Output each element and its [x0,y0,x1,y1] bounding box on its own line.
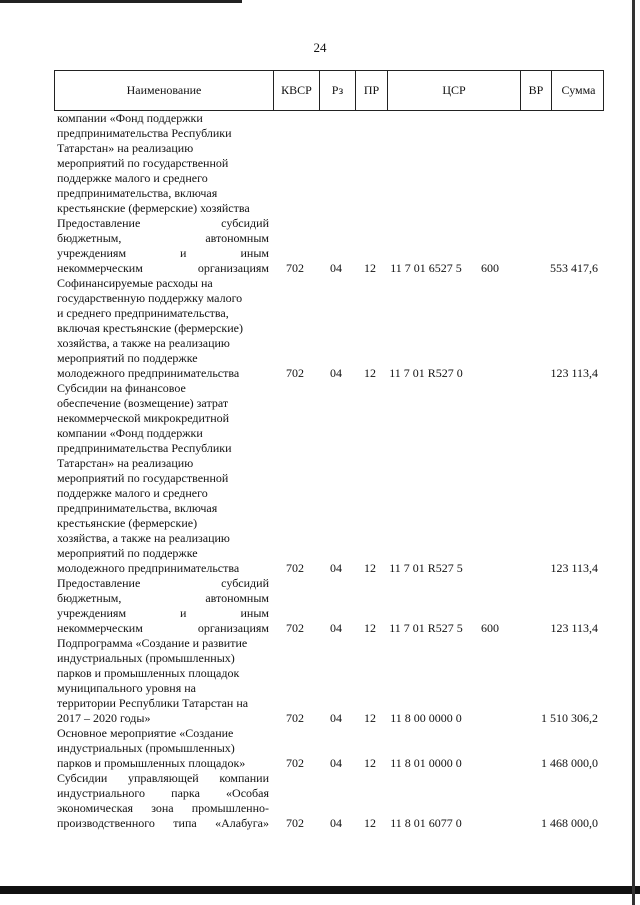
cell-sum: 1 468 000,0 [541,816,598,830]
header-sum: Сумма [561,83,596,97]
cell-sum: 553 417,6 [550,261,598,275]
cell-sum: 1 510 306,2 [541,711,598,725]
cell-kvsr: 702 [286,711,304,725]
cell-csr: 11 7 01 R527 5 [389,621,463,635]
header-pr: ПР [363,83,380,97]
row-values [54,366,604,381]
header-rz: Рз [331,83,344,97]
row-values [54,261,604,276]
table-row [54,276,604,381]
row-name: Субсидии управляющей компании индустриального парка «Особая экономическая зона промышленно- производственного типа «Алабуга» [57,771,269,830]
cell-kvsr: 702 [286,366,304,380]
cell-sum: 123 113,4 [550,561,598,575]
cell-rz: 04 [330,621,342,635]
cell-pr: 12 [364,621,376,635]
row-name: Предоставление субсидий бюджетным, автономным учреждениям и иным некоммерческим организациям [57,216,269,275]
cell-pr: 12 [364,366,376,380]
cell-vr: 600 [481,621,499,635]
cell-kvsr: 702 [286,756,304,770]
row-values [54,816,604,831]
cell-kvsr: 702 [286,621,304,635]
cell-pr: 12 [364,261,376,275]
row-values [54,711,604,726]
header-vr: ВР [528,83,544,97]
table-header [54,70,604,111]
budget-table [54,70,604,831]
cell-rz: 04 [330,756,342,770]
cell-rz: 04 [330,561,342,575]
header-csr: ЦСР [442,83,466,97]
top-edge-line [0,0,242,3]
cell-rz: 04 [330,711,342,725]
cell-sum: 123 113,4 [550,366,598,380]
row-values [54,561,604,576]
cell-kvsr: 702 [286,561,304,575]
cell-vr: 600 [481,261,499,275]
cell-csr: 11 7 01 6527 5 [390,261,462,275]
cell-csr: 11 8 00 0000 0 [390,711,462,725]
header-kvsr: КВСР [281,83,312,97]
row-name: Основное мероприятие «Создание индустриальных (промышленных) парков и промышленных площадок» [57,726,246,770]
table-row [54,576,604,636]
right-scan-border [632,0,635,905]
cell-pr: 12 [364,816,376,830]
cell-kvsr: 702 [286,261,304,275]
header-name: Наименование [126,83,202,97]
table-row [54,111,604,216]
cell-rz: 04 [330,816,342,830]
cell-kvsr: 702 [286,816,304,830]
page-number: 24 [313,40,327,55]
cell-pr: 12 [364,561,376,575]
table-row [54,726,604,771]
cell-sum: 1 468 000,0 [541,756,598,770]
table-row [54,636,604,726]
cell-csr: 11 7 01 R527 0 [389,366,463,380]
row-name: компании «Фонд поддержки предпринимательства Республики Татарстан» на реализацию мероприятий по государственной поддержке малого и среднего предпринимательства, включая крестьянские (фермерские) хозяйства [57,111,250,215]
row-name: Субсидии на финансовое обеспечение (возмещение) затрат некоммерческой микрокредитной компании «Фонд поддержки предпринимательства Республики Татарстан» на реализацию мероприятий по государственной поддержке малого и среднего предпринимательства, включая крестьянские (фермерские) хозяйства, а также на реализацию мероприятий по поддержке молодежного предпринимательства [57,381,240,575]
row-name: Предоставление субсидий бюджетным, автономным учреждениям и иным некоммерческим организациям [57,576,269,635]
table-body [54,111,604,831]
cell-csr: 11 8 01 0000 0 [390,756,462,770]
row-name: Подпрограмма «Создание и развитие индустриальных (промышленных) парков и промышленных площадок муниципального уровня на территории Республики Татарстан на 2017 – 2020 годы» [57,636,249,725]
table-row [54,381,604,576]
table-row [54,771,604,831]
cell-pr: 12 [364,756,376,770]
cell-rz: 04 [330,366,342,380]
cell-rz: 04 [330,261,342,275]
cell-csr: 11 8 01 6077 0 [390,816,462,830]
cell-pr: 12 [364,711,376,725]
cell-sum: 123 113,4 [550,621,598,635]
row-values [54,621,604,636]
cell-csr: 11 7 01 R527 5 [389,561,463,575]
row-name: Софинансируемые расходы на государственную поддержку малого и среднего предпринимательства, включая крестьянские (фермерские) хозяйства, а также на реализацию мероприятий по поддержке молодежного предпринимательства [57,276,243,380]
bottom-scan-border [0,886,640,894]
row-values [54,756,604,771]
table-row [54,216,604,276]
